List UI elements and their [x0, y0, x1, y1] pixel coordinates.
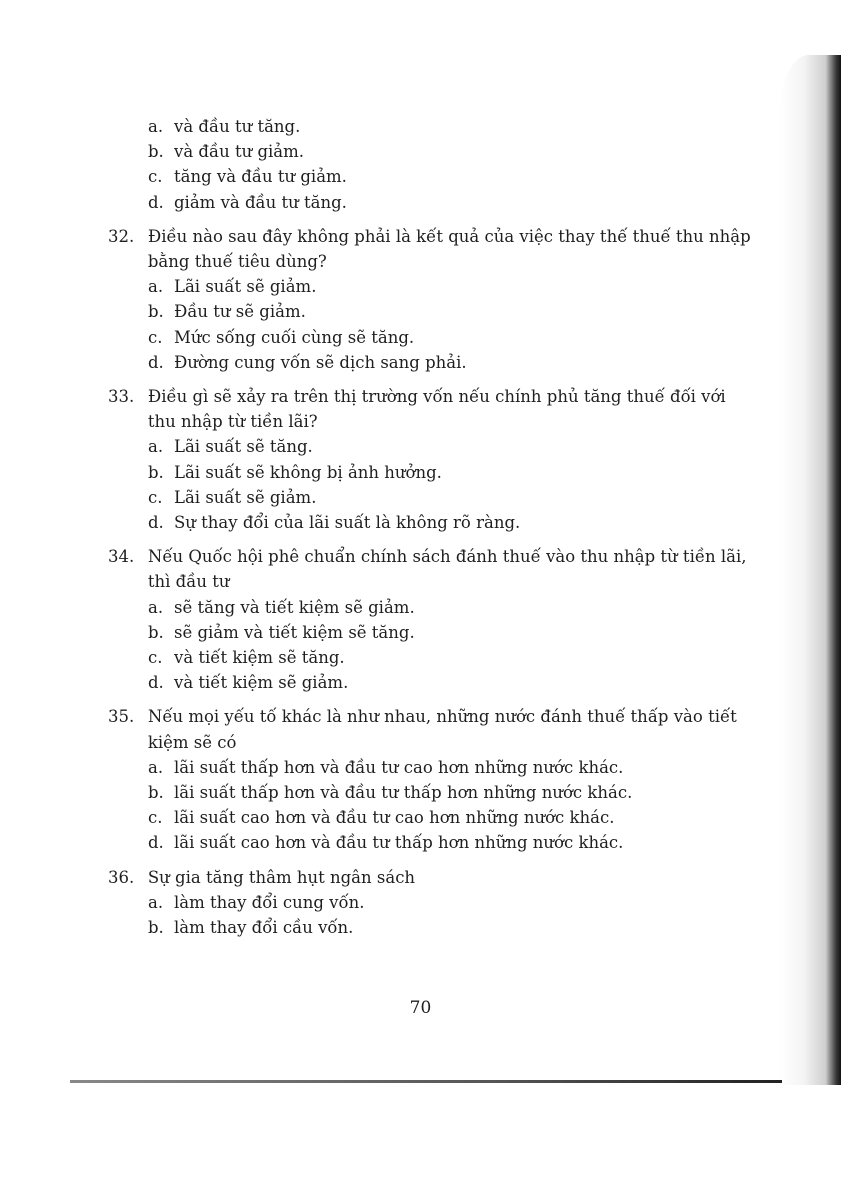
- option-text: và tiết kiệm sẽ tăng.: [174, 648, 345, 668]
- question-header: [108, 224, 758, 274]
- option-letter: a.: [148, 597, 164, 617]
- option-letter: b.: [148, 462, 164, 482]
- option-letter: c.: [148, 327, 163, 347]
- option-letter: d.: [148, 513, 164, 533]
- option-letter: b.: [148, 142, 164, 162]
- page-number: 70: [409, 998, 432, 1018]
- option-text: sẽ tăng và tiết kiệm sẽ giảm.: [174, 597, 415, 617]
- option-text: lãi suất cao hơn và đầu tư cao hơn những nước khác.: [174, 808, 615, 828]
- question-36: [108, 865, 758, 941]
- option-text: Lãi suất sẽ giảm.: [174, 277, 317, 297]
- question-stem: Sự gia tăng thâm hụt ngân sách: [147, 867, 416, 887]
- option-letter: a.: [148, 892, 164, 912]
- option-letter: b.: [148, 918, 164, 938]
- question-number: 33.: [108, 387, 135, 407]
- question-header: [108, 704, 758, 754]
- option-letter: d.: [148, 673, 164, 693]
- question-stem: Điều gì sẽ xảy ra trên thị trường vốn nếu chính phủ tăng thuế đối với thu nhập từ tiền lãi?: [147, 387, 726, 432]
- option-text: và đầu tư giảm.: [174, 142, 305, 162]
- option-text: làm thay đổi cung vốn.: [174, 892, 365, 912]
- question-stem: Nếu mọi yếu tố khác là như nhau, những nước đánh thuế thấp vào tiết kiệm sẽ có: [147, 707, 737, 752]
- option-text: Lãi suất sẽ tăng.: [174, 437, 313, 457]
- leading-options: [108, 114, 758, 215]
- option-item: [108, 645, 758, 670]
- question-32: [108, 224, 758, 375]
- option-item: [108, 805, 758, 830]
- option-letter: b.: [148, 302, 164, 322]
- option-item: [108, 164, 758, 189]
- option-item: [108, 325, 758, 350]
- option-text: Mức sống cuối cùng sẽ tăng.: [174, 327, 415, 347]
- question-33: [108, 384, 758, 535]
- option-letter: a.: [148, 117, 164, 136]
- option-letter: c.: [148, 808, 163, 828]
- option-letter: d.: [148, 192, 164, 212]
- option-item: [108, 780, 758, 805]
- option-item: [108, 114, 758, 139]
- question-header: [108, 384, 758, 434]
- option-letter: c.: [148, 167, 163, 187]
- option-letter: c.: [148, 487, 163, 507]
- question-35: [108, 704, 758, 855]
- option-item: [108, 510, 758, 535]
- question-stem: Điều nào sau đây không phải là kết quả của việc thay thế thuế thu nhập bằng thuế tiêu dùng?: [147, 226, 751, 272]
- option-text: giảm và đầu tư tăng.: [174, 192, 347, 212]
- option-letter: a.: [148, 277, 164, 297]
- option-text: sẽ giảm và tiết kiệm sẽ tăng.: [174, 622, 415, 642]
- option-item: [108, 670, 758, 695]
- question-34: [108, 544, 758, 695]
- option-text: lãi suất thấp hơn và đầu tư thấp hơn những nước khác.: [174, 783, 633, 803]
- scan-bottom-edge: [70, 1080, 782, 1083]
- option-text: Sự thay đổi của lãi suất là không rõ ràng.: [174, 513, 521, 533]
- question-stem: Nếu Quốc hội phê chuẩn chính sách đánh thuế vào thu nhập từ tiền lãi, thì đầu tư: [147, 547, 747, 592]
- option-text: Lãi suất sẽ không bị ảnh hưởng.: [174, 462, 442, 482]
- option-text: làm thay đổi cầu vốn.: [174, 918, 354, 938]
- option-letter: a.: [148, 757, 164, 777]
- scan-page-edge-shadow: [779, 55, 841, 1085]
- question-number: 32.: [108, 226, 135, 246]
- option-item: [108, 139, 758, 164]
- question-number: 36.: [108, 867, 135, 887]
- option-item: [108, 274, 758, 299]
- option-letter: c.: [148, 648, 163, 668]
- option-text: và đầu tư tăng.: [174, 117, 301, 136]
- option-letter: b.: [148, 783, 164, 803]
- option-letter: a.: [148, 437, 164, 457]
- document-body: [108, 114, 758, 940]
- option-text: và tiết kiệm sẽ giảm.: [174, 673, 349, 693]
- option-item: [108, 460, 758, 485]
- option-item: [108, 434, 758, 459]
- option-item: [108, 620, 758, 645]
- option-item: [108, 890, 758, 915]
- question-number: 34.: [108, 547, 135, 567]
- option-text: Lãi suất sẽ giảm.: [174, 487, 317, 507]
- option-item: [108, 190, 758, 215]
- option-letter: d.: [148, 352, 164, 372]
- question-header: [108, 865, 758, 890]
- option-item: [108, 915, 758, 940]
- option-text: lãi suất cao hơn và đầu tư thấp hơn những nước khác.: [174, 833, 624, 853]
- option-letter: d.: [148, 833, 164, 853]
- option-item: [108, 595, 758, 620]
- option-item: [108, 485, 758, 510]
- option-item: [108, 350, 758, 375]
- option-text: Đầu tư sẽ giảm.: [174, 302, 306, 322]
- option-text: lãi suất thấp hơn và đầu tư cao hơn những nước khác.: [174, 757, 624, 777]
- option-item: [108, 830, 758, 855]
- option-item: [108, 299, 758, 324]
- question-header: [108, 544, 758, 594]
- option-text: tăng và đầu tư giảm.: [174, 167, 347, 187]
- option-text: Đường cung vốn sẽ dịch sang phải.: [174, 352, 467, 372]
- option-letter: b.: [148, 622, 164, 642]
- question-number: 35.: [108, 707, 135, 727]
- option-item: [108, 755, 758, 780]
